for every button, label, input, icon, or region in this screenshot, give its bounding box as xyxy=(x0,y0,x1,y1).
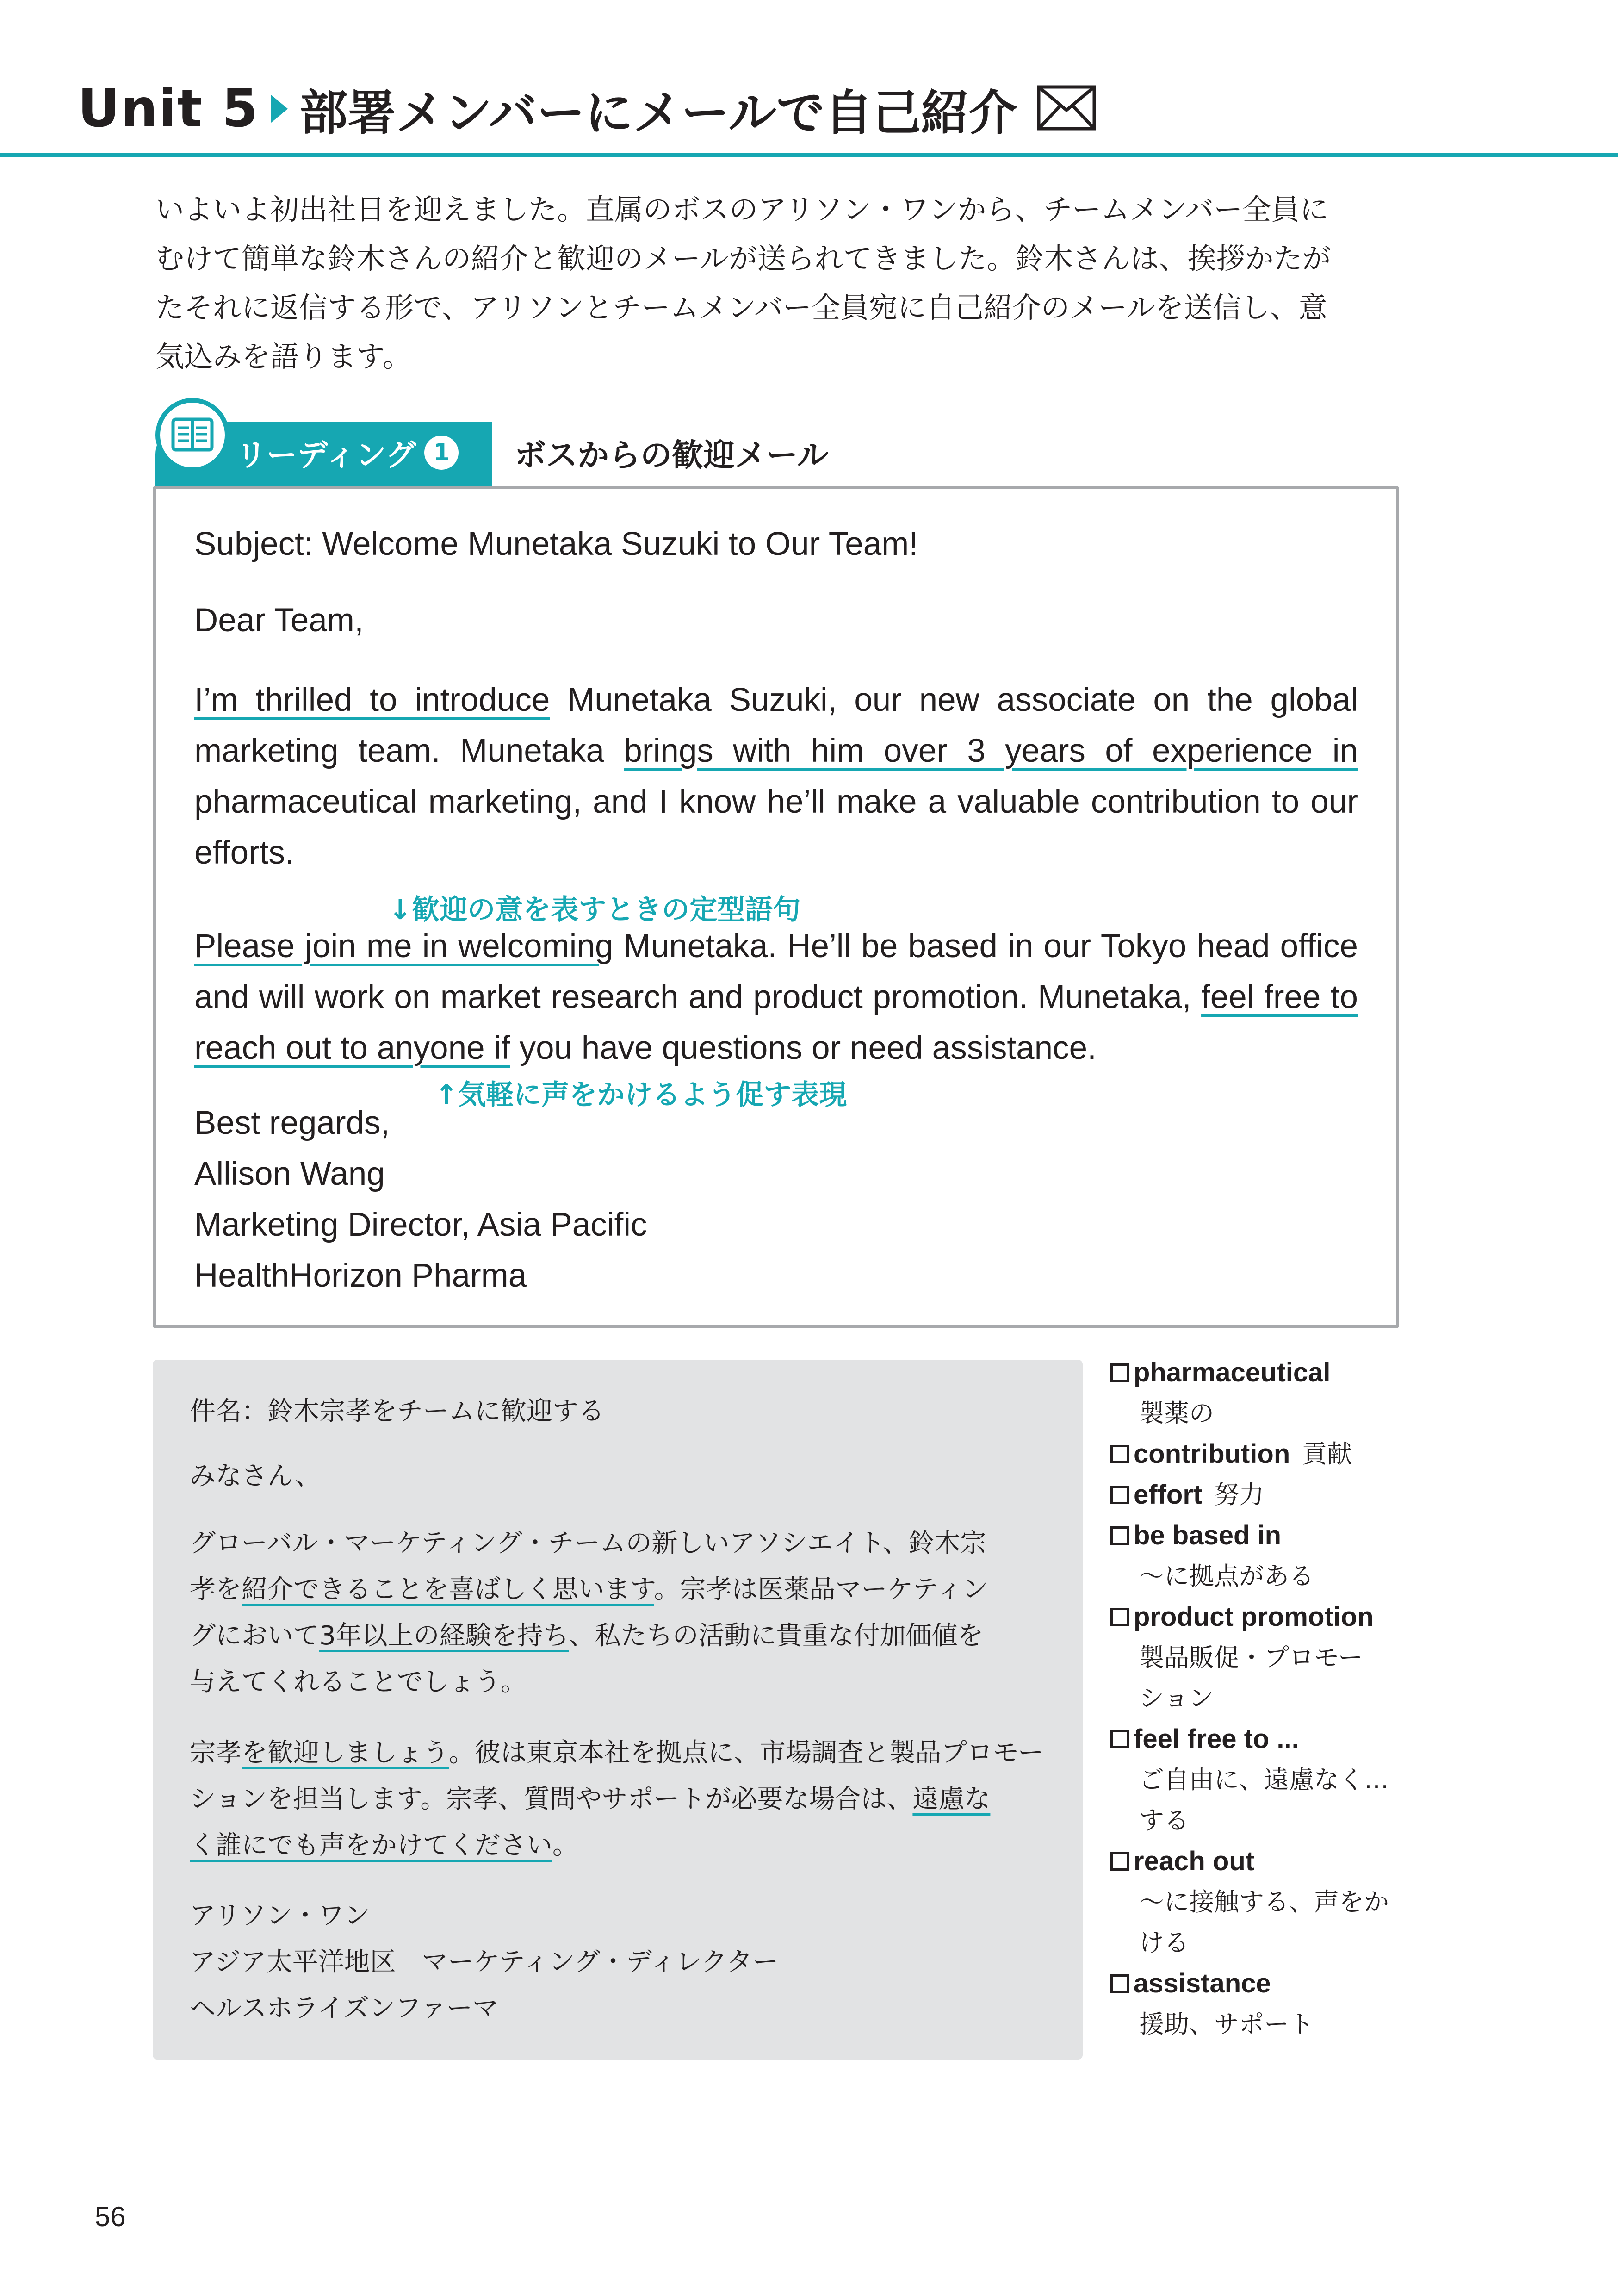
vocab-word: effort xyxy=(1134,1480,1203,1510)
key-phrase: feel free to reach out to anyone if xyxy=(194,979,1358,1066)
vocab-definition: ご自由に、遠慮なく… xyxy=(1139,1765,1389,1794)
paragraph-text: Munetaka. He’ll be based in our Tokyo head office and will work on market research and product promotion. Munetaka, xyxy=(194,928,1358,1015)
vocab-definition: ション xyxy=(1139,1684,1214,1713)
key-phrase: Please join me in welcoming xyxy=(194,928,614,964)
translation-text: ションを担当します。宗孝、質問やサポートが必要な場合は、 xyxy=(190,1784,913,1814)
translation-line xyxy=(190,1823,1050,1869)
translation-line: グローバル・マーケティング・チームの新しいアソシエイト、鈴木宗 xyxy=(190,1528,986,1558)
translation-text: 。 xyxy=(552,1830,578,1860)
vocab-term xyxy=(1110,1352,1397,1393)
reading-label xyxy=(236,430,459,474)
reading-title: ボスからの歓迎メール xyxy=(515,437,829,474)
signature-line: Marketing Director, Asia Pacific xyxy=(194,1207,647,1243)
translation-subject: 件名：鈴木宗孝をチームに歓迎する xyxy=(190,1396,604,1426)
email-subject: Subject: Welcome Munetaka Suzuki to Our Team! xyxy=(194,526,918,562)
translation-signature xyxy=(190,1893,1050,2032)
translation-greeting: みなさん、 xyxy=(190,1461,321,1491)
paragraph-text: you have questions or need assistance. xyxy=(510,1030,1097,1066)
vocab-term xyxy=(1110,1475,1397,1515)
open-book-icon xyxy=(155,398,229,472)
translation-text: グにおいて xyxy=(190,1621,319,1651)
key-phrase: I’m thrilled to introduce xyxy=(194,682,550,718)
vocab-definition: ～に接触する、声をか xyxy=(1139,1887,1389,1916)
header-rule xyxy=(0,153,1618,157)
key-phrase: 3年以上の経験を持ち xyxy=(319,1621,569,1651)
checkbox-icon xyxy=(1110,1852,1129,1871)
unit-title: 部署メンバーにメールで自己紹介 xyxy=(299,85,1017,141)
vocab-definition: 製品販促・プロモー xyxy=(1139,1643,1363,1672)
vocab-word: pharmaceutical xyxy=(1134,1357,1331,1388)
vocab-definition: 製薬の xyxy=(1139,1399,1214,1428)
paragraph-text: pharmaceutical marketing, and I know he’ll make a valuable contribution to our efforts. xyxy=(194,784,1358,871)
translation-text: 。彼は東京本社を拠点に、市場調査と製品プロモー xyxy=(449,1738,1044,1768)
translation-line xyxy=(190,1613,1050,1659)
reading-label-text: リーディング xyxy=(236,437,416,473)
envelope-icon xyxy=(1036,85,1097,133)
checkbox-icon xyxy=(1110,1486,1129,1504)
reading-number-badge: 1 xyxy=(424,436,459,470)
signature-line: Allison Wang xyxy=(194,1156,385,1192)
signature-line: HealthHorizon Pharma xyxy=(194,1257,527,1294)
vocab-term xyxy=(1110,1841,1397,1882)
signature-line: アリソン・ワン xyxy=(190,1901,370,1931)
annotation-note: ↑気軽に声をかけるよう促す表現 xyxy=(435,1079,847,1111)
translation-line xyxy=(190,1730,1050,1776)
intro-line: たそれに返信する形で、アリソンとチームメンバー全員宛に自己紹介のメールを送信し、意 xyxy=(155,291,1327,324)
checkbox-icon xyxy=(1110,1363,1129,1382)
vocab-definition: 努力 xyxy=(1214,1480,1265,1509)
checkbox-icon xyxy=(1110,1608,1129,1626)
key-phrase: く誰にでも声をかけてください xyxy=(190,1830,552,1860)
vocab-word: contribution xyxy=(1134,1439,1290,1469)
checkbox-icon xyxy=(1110,1730,1129,1748)
vocab-term xyxy=(1110,1719,1397,1760)
vocab-definition: ～に拠点がある xyxy=(1139,1562,1314,1591)
vocab-definition: 援助、サポート xyxy=(1139,2010,1314,2039)
triangle-arrow-icon xyxy=(271,95,288,123)
key-phrase: 遠慮な xyxy=(912,1784,991,1814)
unit-header xyxy=(78,69,1097,148)
translation-text: 孝を xyxy=(190,1574,242,1605)
intro-line: むけて簡単な鈴木さんの紹介と歓迎のメールが送られてきました。鈴木さんは、挨拶かたが xyxy=(155,242,1331,275)
translation-paragraph-2 xyxy=(190,1730,1050,1869)
checkbox-icon xyxy=(1110,1445,1129,1463)
intro-line: いよいよ初出社日を迎えました。直属のボスのアリソン・ワンから、チームメンバー全員に xyxy=(155,193,1329,226)
signature-line: Best regards, xyxy=(194,1105,390,1141)
email-greeting: Dear Team, xyxy=(194,602,364,639)
vocab-term xyxy=(1110,1515,1397,1556)
email-paragraph-2 xyxy=(194,921,1358,1074)
checkbox-icon xyxy=(1110,1974,1129,1993)
key-phrase: brings with him over 3 years of experience in xyxy=(624,733,1358,769)
signature-line: ヘルスホライズンファーマ xyxy=(190,1993,498,2023)
paragraph-text: Munetaka Suzuki, our new associate on the global marketing team. Munetaka xyxy=(194,682,1358,769)
vocab-definition: する xyxy=(1139,1806,1189,1835)
vocabulary-list xyxy=(1110,1352,1397,2045)
vocab-term xyxy=(1110,1963,1397,2004)
translation-paragraph-1 xyxy=(190,1520,1050,1705)
page-number: 56 xyxy=(95,2201,126,2232)
vocab-word: reach out xyxy=(1134,1846,1255,1876)
translation-text: 宗孝 xyxy=(190,1738,242,1768)
translation-line xyxy=(190,1776,1050,1823)
vocab-word: product promotion xyxy=(1134,1602,1374,1632)
translation-text: 、私たちの活動に貴重な付加価値を xyxy=(569,1621,984,1651)
key-phrase: 紹介できることを喜ばしく思います xyxy=(242,1574,654,1605)
checkbox-icon xyxy=(1110,1526,1129,1545)
email-signature xyxy=(194,1098,647,1301)
vocab-term xyxy=(1110,1434,1397,1475)
vocab-definition: ける xyxy=(1139,1928,1189,1957)
signature-line: アジア太平洋地区 マーケティング・ディレクター xyxy=(190,1947,779,1977)
email-paragraph-1 xyxy=(194,675,1358,878)
translation-line: 与えてくれることでしょう。 xyxy=(190,1667,527,1697)
vocab-word: be based in xyxy=(1134,1520,1282,1550)
intro-text xyxy=(155,185,1405,381)
unit-label: Unit 5 xyxy=(78,79,259,139)
vocab-term xyxy=(1110,1597,1397,1637)
annotation-note: ↓歓迎の意を表すときの定型語句 xyxy=(389,894,801,926)
vocab-definition: 貢献 xyxy=(1302,1439,1352,1468)
key-phrase: を歓迎しましょう xyxy=(242,1738,449,1768)
vocab-word: assistance xyxy=(1134,1968,1271,1998)
vocab-word: feel free to ... xyxy=(1134,1724,1299,1754)
translation-text: 。宗孝は医薬品マーケティン xyxy=(654,1574,988,1605)
translation-line xyxy=(190,1567,1050,1613)
intro-line: 気込みを語ります。 xyxy=(155,340,412,373)
